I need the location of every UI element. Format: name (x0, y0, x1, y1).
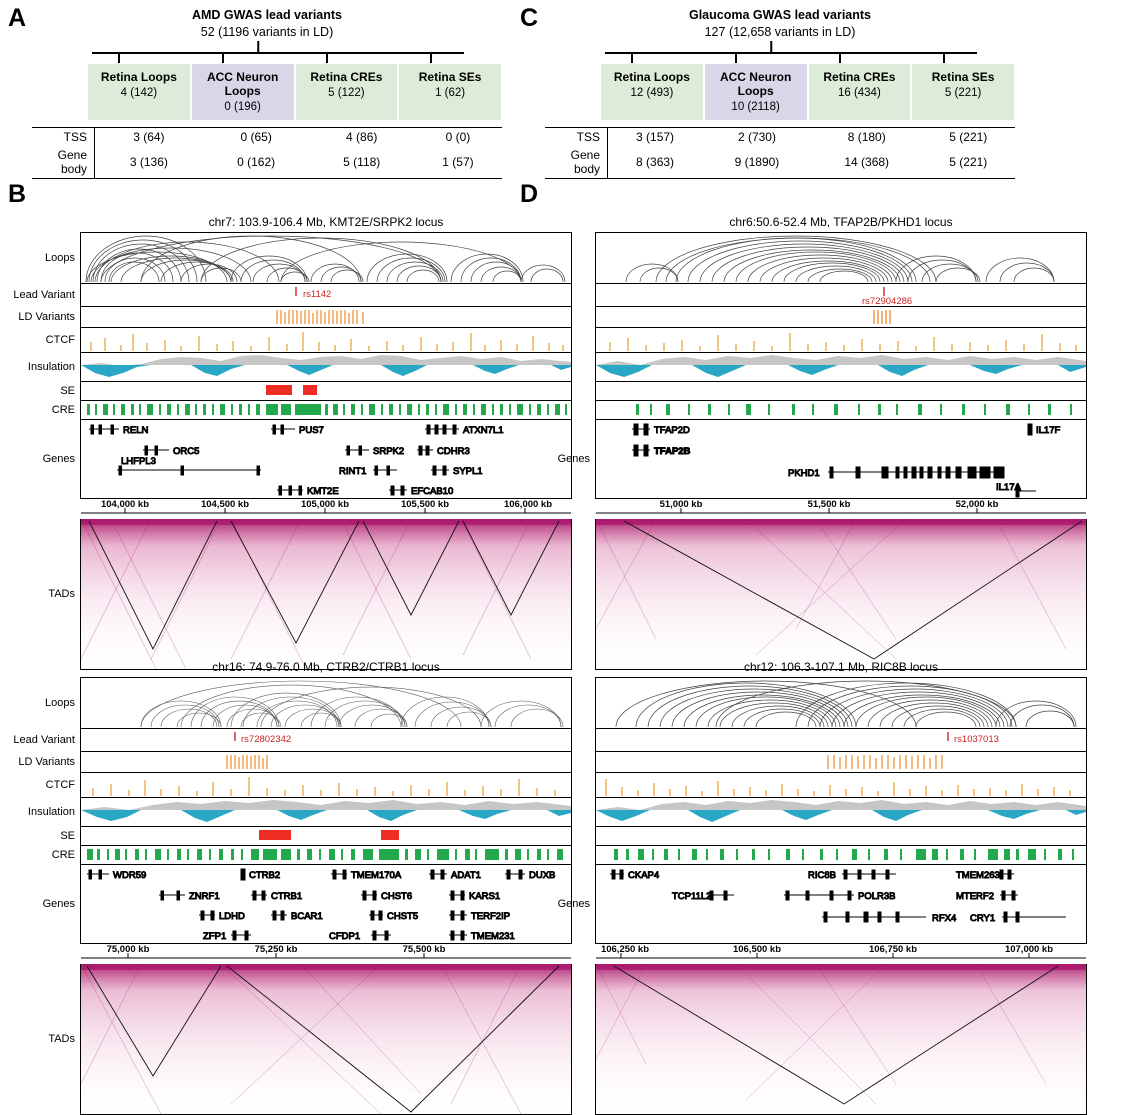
track-genes (42, 865, 571, 943)
gene-models (596, 865, 1086, 943)
locus-title: chr16: 74.9-76.0 Mb, CTRB2/CTRB1 locus (212, 660, 440, 674)
col-label: Retina Loops (613, 70, 690, 84)
cell: 8 (363) (608, 146, 703, 179)
track-label-loops: Loops (45, 697, 75, 709)
axis-tick-label: 107,000 kb (1004, 944, 1054, 955)
cre-blocks (81, 846, 571, 864)
cell: 0 (65) (203, 128, 310, 147)
axis-tick-label: 51,500 kb (807, 499, 851, 510)
track-insulation (596, 798, 1086, 827)
gene-label: CHST5 (387, 911, 419, 922)
cell: 5 (221) (922, 128, 1015, 147)
axis-tick-label: 106,500 kb (732, 944, 782, 955)
loops-arcs (596, 233, 1086, 283)
table-row (32, 128, 502, 147)
track-label-ld-variants: LD Variants (18, 311, 75, 323)
gene-label: CTRB1 (271, 891, 303, 902)
track-se (60, 827, 571, 846)
insulation-signal (81, 353, 571, 381)
gene-label: TMEM231 (471, 931, 515, 942)
gene-label: BCAR1 (291, 911, 323, 922)
locus-panel-kmt2e (13, 215, 572, 670)
track-label-cre: CRE (51, 849, 75, 861)
locus-body (557, 232, 1087, 499)
col-value: 16 (434) (837, 87, 881, 99)
col-value: 5 (122) (328, 87, 365, 99)
loops-arcs (81, 233, 571, 283)
row-label-tss: TSS (545, 128, 608, 147)
tad-heatmap (48, 964, 572, 1115)
axis-tick-label: 75,500 kb (402, 944, 446, 955)
track-label-se: SE (60, 830, 75, 842)
ld-variants-ticks (81, 752, 571, 772)
gene-label: CFDP1 (329, 931, 361, 942)
ld-variants-ticks (596, 752, 1086, 772)
locus-title: chr6:50.6-52.4 Mb, TFAP2B/PKHD1 locus (729, 215, 953, 229)
se-blocks (596, 827, 1086, 845)
tad-matrix (596, 519, 1086, 669)
summary-col-acc-neuron-loops-amd (191, 63, 295, 121)
track-label-tads: TADs (48, 588, 75, 600)
row-label-gene-body: Gene body (545, 146, 608, 179)
gene-label: CDHR3 (437, 446, 470, 457)
cell: 14 (368) (812, 146, 922, 179)
summary-columns-amd (87, 63, 502, 121)
track-label-loops: Loops (45, 252, 75, 264)
summary-rows-glaucoma (545, 127, 1015, 179)
track-se (596, 827, 1086, 846)
gene-label: PUS7 (299, 425, 324, 436)
track-cre (596, 846, 1086, 865)
track-loops (45, 233, 571, 284)
track-insulation (27, 353, 571, 382)
bracket-glaucoma (545, 41, 1015, 63)
col-label: ACC Neuron Loops (206, 70, 279, 98)
gene-label: KARS1 (469, 891, 501, 902)
gene-label: TERF2IP (471, 911, 511, 922)
track-label-se: SE (60, 385, 75, 397)
track-label-ld-variants: LD Variants (18, 756, 75, 768)
axis-tick-label: 75,000 kb (106, 944, 150, 955)
track-label-insulation: Insulation (27, 361, 75, 373)
lead-variant-mark (81, 729, 571, 751)
summary-col-retina-cres-glaucoma (808, 63, 912, 121)
gene-label: EFCAB10 (411, 486, 454, 497)
gene-label: PKHD1 (788, 468, 820, 479)
loops-arcs (596, 678, 1086, 728)
gene-label: IL17F (1036, 425, 1061, 436)
bracket-amd (32, 41, 502, 63)
panel-letter-a: A (8, 4, 27, 32)
axis-tick-label: 106,250 kb (600, 944, 650, 955)
summary-col-retina-loops-amd (87, 63, 191, 121)
col-value: 4 (142) (120, 87, 158, 99)
summary-title-amd: AMD GWAS lead variants (191, 8, 343, 22)
gene-label: DUXB (529, 870, 556, 881)
summary-col-retina-loops-glaucoma (600, 63, 704, 121)
axis-tick-label: 105,500 kb (400, 499, 450, 510)
track-label-cre: CRE (51, 404, 75, 416)
track-genes (557, 420, 1086, 498)
track-insulation (596, 353, 1086, 382)
cre-blocks (81, 401, 571, 419)
locus-body (13, 677, 572, 944)
col-value: 5 (221) (944, 87, 982, 99)
track-ctcf (596, 773, 1086, 798)
table-row (545, 128, 1015, 147)
tad-heatmap (595, 964, 1087, 1115)
track-se (60, 382, 571, 401)
axis-tick-label: 75,250 kb (254, 944, 298, 955)
col-value: 0 (196) (224, 101, 261, 113)
track-se (596, 382, 1086, 401)
insulation-signal (81, 798, 571, 826)
col-label: Retina SEs (418, 70, 482, 84)
track-ld-variants (596, 752, 1086, 773)
gene-label: RFX4 (932, 913, 957, 924)
axis-tick-label: 52,000 kb (955, 499, 999, 510)
gene-label: IL17A (996, 482, 1021, 493)
gene-label: CHST6 (381, 891, 413, 902)
tad-matrix (81, 964, 571, 1114)
gene-label: SYPL1 (453, 466, 483, 477)
ctcf-signal (81, 773, 571, 797)
summary-columns-glaucoma (600, 63, 1015, 121)
tad-heatmap (48, 519, 572, 670)
tad-matrix (81, 519, 571, 669)
gene-label: MTERF2 (956, 891, 994, 902)
ctcf-signal (596, 773, 1086, 797)
se-blocks (596, 382, 1086, 400)
col-value: 1 (62) (435, 87, 466, 99)
track-loops (596, 233, 1086, 284)
cell: 0 (162) (203, 146, 310, 179)
track-label-ctcf: CTCF (45, 779, 75, 791)
locus-title: chr7: 103.9-106.4 Mb, KMT2E/SRPK2 locus (208, 215, 444, 229)
track-label-genes: Genes (557, 453, 590, 465)
summary-col-retina-cres-amd (295, 63, 399, 121)
panel-letter-d: D (520, 180, 539, 208)
track-lead-variant (13, 284, 571, 307)
locus-panel-ctrb (13, 660, 572, 1115)
tad-matrix (596, 964, 1086, 1114)
track-label-insulation: Insulation (27, 806, 75, 818)
tad-heatmap (595, 519, 1087, 670)
gene-label: ZFP1 (203, 931, 227, 942)
track-ctcf (45, 328, 571, 353)
locus-panel-tfap2b (557, 215, 1087, 670)
summary-title-glaucoma: Glaucoma GWAS lead variants (688, 8, 871, 22)
summary-col-acc-neuron-loops-glaucoma (704, 63, 808, 121)
track-cre (51, 401, 571, 420)
table-row (545, 146, 1015, 179)
locus-body (13, 232, 572, 499)
col-label: Retina CREs (823, 70, 896, 84)
gene-label: SRPK2 (373, 446, 405, 457)
track-ld-variants (596, 307, 1086, 328)
locus-title: chr12: 106.3-107.1 Mb, RIC8B locus (743, 660, 939, 674)
track-label-tads: TADs (48, 1033, 75, 1045)
track-ld-variants (18, 752, 571, 773)
row-label-gene-body: Gene body (32, 146, 95, 179)
genome-axis (595, 499, 1087, 519)
track-lead-variant (596, 284, 1086, 307)
cre-blocks (596, 401, 1086, 419)
gene-label: TFAP2D (654, 425, 690, 436)
track-lead-variant (596, 729, 1086, 752)
table-row (32, 146, 502, 179)
genome-axis (80, 944, 572, 964)
summary-subtitle-glaucoma: 127 (12,658 variants in LD) (704, 25, 856, 39)
cell: 5 (118) (310, 146, 414, 179)
gene-models (81, 420, 571, 498)
axis-tick-label: 104,000 kb (100, 499, 150, 510)
col-label: Retina SEs (931, 70, 995, 84)
cell: 3 (136) (95, 146, 203, 179)
lead-variant-mark (596, 284, 1086, 306)
track-label-lead-variant: Lead Variant (13, 734, 75, 746)
cell: 1 (57) (414, 146, 502, 179)
track-genes (557, 865, 1086, 943)
gene-label: RINT1 (339, 466, 367, 477)
ld-variants-ticks (596, 307, 1086, 327)
ctcf-signal (81, 328, 571, 352)
row-label-tss: TSS (32, 128, 95, 147)
gene-label: TMEM170A (351, 870, 402, 881)
panel-letter-c: C (520, 4, 539, 32)
gene-label: WDR59 (113, 870, 147, 881)
cell: 3 (64) (95, 128, 203, 147)
se-blocks (81, 827, 571, 845)
genome-axis (595, 944, 1087, 964)
se-blocks (81, 382, 571, 400)
track-label-lead-variant: Lead Variant (13, 289, 75, 301)
gene-label: RELN (123, 425, 149, 436)
genome-axis (80, 499, 572, 519)
gene-label: ORC5 (173, 446, 200, 457)
col-value: 10 (2118) (731, 101, 780, 113)
track-label-ctcf: CTCF (45, 334, 75, 346)
gene-label: KMT2E (307, 486, 339, 497)
lead-variant-mark (596, 729, 1086, 751)
cell: 5 (221) (922, 146, 1015, 179)
gene-models (596, 420, 1086, 498)
ctcf-signal (596, 328, 1086, 352)
gene-label: POLR3B (858, 891, 896, 902)
cell: 8 (180) (812, 128, 922, 147)
ld-variants-ticks (81, 307, 571, 327)
lead-variant-rsid: rs72904286 (862, 296, 913, 306)
lead-variant-rsid: rs1142 (303, 289, 332, 300)
gene-label: LHFPL3 (121, 456, 156, 467)
summary-subtitle-amd: 52 (1196 variants in LD) (200, 25, 334, 39)
cell: 3 (157) (608, 128, 703, 147)
gene-label: CKAP4 (628, 870, 660, 881)
track-ld-variants (18, 307, 571, 328)
cell: 9 (1890) (702, 146, 812, 179)
cell: 0 (0) (414, 128, 502, 147)
track-loops (596, 678, 1086, 729)
axis-tick-label: 104,500 kb (200, 499, 250, 510)
insulation-signal (596, 353, 1086, 381)
track-ctcf (596, 328, 1086, 353)
summary-table-glaucoma (545, 8, 1015, 179)
cre-blocks (596, 846, 1086, 864)
gene-label: CTRB2 (249, 870, 281, 881)
lead-variant-mark (81, 284, 571, 306)
panel-letter-b: B (8, 180, 27, 208)
track-label-genes: Genes (557, 898, 590, 910)
summary-table-amd (32, 8, 502, 179)
track-cre (51, 846, 571, 865)
col-label: ACC Neuron Loops (719, 70, 792, 98)
gene-label: RIC8B (808, 870, 836, 881)
insulation-signal (596, 798, 1086, 826)
summary-col-retina-ses-glaucoma (911, 63, 1015, 121)
lead-variant-rsid: rs72802342 (241, 734, 292, 745)
col-label: Retina CREs (310, 70, 383, 84)
cell: 2 (730) (702, 128, 812, 147)
summary-col-retina-ses-amd (398, 63, 502, 121)
track-ctcf (45, 773, 571, 798)
cell: 4 (86) (310, 128, 414, 147)
axis-tick-label: 51,000 kb (659, 499, 703, 510)
gene-label: LDHD (219, 911, 245, 922)
gene-label: ZNRF1 (189, 891, 220, 902)
gene-models (81, 865, 571, 943)
track-genes (42, 420, 571, 498)
gene-label: CRY1 (970, 913, 996, 924)
track-label-genes: Genes (42, 898, 75, 910)
gene-label: TFAP2B (654, 446, 691, 457)
locus-body (557, 677, 1087, 944)
gene-label: ADAT1 (451, 870, 481, 881)
gene-label: TCP11L2 (672, 891, 712, 902)
summary-rows-amd (32, 127, 502, 179)
axis-tick-label: 106,000 kb (503, 499, 553, 510)
track-insulation (27, 798, 571, 827)
col-value: 12 (493) (630, 87, 674, 99)
locus-panel-ric8b (557, 660, 1087, 1115)
axis-tick-label: 105,000 kb (300, 499, 350, 510)
loops-arcs (81, 678, 571, 728)
lead-variant-rsid: rs1037013 (954, 734, 999, 745)
gene-label: TMEM263 (956, 870, 1000, 881)
track-label-genes: Genes (42, 453, 75, 465)
track-cre (596, 401, 1086, 420)
track-loops (45, 678, 571, 729)
col-label: Retina Loops (100, 70, 177, 84)
gene-label: ATXN7L1 (463, 425, 504, 436)
axis-tick-label: 106,750 kb (868, 944, 918, 955)
track-lead-variant (13, 729, 571, 752)
